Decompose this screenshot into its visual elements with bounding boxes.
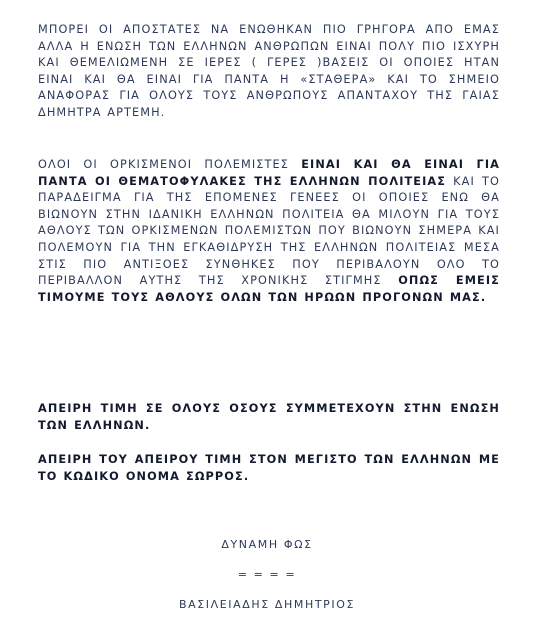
signature-divider: = = = =	[237, 568, 297, 581]
warriors-intro-text: ΟΛΟΙ ΟΙ ΟΡΚΙΣΜΕΝΟΙ ΠΟΛΕΜΙΣΤΕΣ	[38, 158, 290, 171]
paragraph-honor-greatest	[38, 452, 500, 485]
paragraph-warriors	[38, 157, 500, 306]
paragraph-apostates-text: ΜΠΟΡΕΙ ΟΙ ΑΠΟΣΤΑΤΕΣ ΝΑ ΕΝΩΘΗΚΑΝ ΠΙΟ ΓΡΗΓΟΡΑ ΑΠΟ ΕΜΑΣ ΑΛΛΑ Η ΕΝΩΣΗ ΤΩΝ ΕΛΛΗΝΩΝ ΑΝΘΡΩΠΩΝ ΕΙΝΑΙ ΠΟΛΥ ΠΙΟ ΙΣΧΥΡΗ ΚΑΙ ΘΕΜΕΛΙΩΜΕΝΗ ΣΕ ΙΕΡΕΣ ( ΓΕΡΕΣ )ΒΑΣΕΙΣ ΟΙ ΟΠΟΙΕΣ ΗΤΑΝ ΕΙΝΑΙ ΚΑΙ ΘΑ ΕΙΝΑΙ ΓΙΑ ΠΑΝΤΑ Η «ΣΤΑΘΕΡΑ» ΚΑΙ ΤΟ ΣΗΜΕΙΟ ΑΝΑΦΟΡΑΣ ΓΙΑ ΟΛΟΥΣ ΤΟΥΣ ΑΝΘΡΩΠΟΥΣ ΑΠΑΝΤΑΧΟΥ ΤΗΣ ΓΑΙΑΣ ΔΗΜΗΤΡΑ ΑΡΤΕΜΗ.	[38, 23, 500, 119]
warriors-ancestors-text: ΟΠΩΣ ΕΜΕΙΣ ΤΙΜΟΥΜΕ ΤΟΥΣ ΑΘΛΟΥΣ ΟΛΩΝ ΤΩΝ ΗΡΩΩΝ ΠΡΟΓΟΝΩΝ ΜΑΣ.	[38, 274, 500, 304]
paragraph-honor-greatest-text: ΑΠΕΙΡΗ ΤΟΥ ΑΠΕΙΡΟΥ ΤΙΜΗ ΣΤΟΝ ΜΕΓΙΣΤΟ ΤΩΝ ΕΛΛΗΝΩΝ ΜΕ ΤΟ ΚΩΔΙΚΟ ΟΝΟΜΑ ΣΩΡΡΟΣ.	[38, 453, 500, 483]
paragraph-apostates	[38, 22, 500, 122]
warriors-guardians-text: ΕΙΝΑΙ ΚΑΙ ΘΑ ΕΙΝΑΙ ΓΙΑ ΠΑΝΤΑ ΟΙ ΘΕΜΑΤΟΦΥΛΑΚΕΣ ΤΗΣ ΕΛΛΗΝΩΝ ΠΟΛΙΤΕΙΑΣ	[38, 158, 500, 188]
warriors-generations-text: ΚΑΙ ΤΟ ΠΑΡΑΔΕΙΓΜΑ ΓΙΑ ΤΗΣ ΕΠΟΜΕΝΕΣ ΓΕΝΕΕΣ ΟΙ ΟΠΟΙΕΣ ΕΝΩ ΘΑ ΒΙΩΝΟΥΝ ΣΤΗΝ ΙΔΑΝΙΚΗ ΕΛΛΗΝΩΝ ΠΟΛΙΤΕΙΑ ΘΑ ΜΙΛΟΥΝ ΓΙΑ ΤΟΥΣ ΑΘΛΟΥΣ ΤΩΝ ΟΡΚΙΣΜΕΝΩΝ ΠΟΛΕΜΙΣΤΩΝ ΠΟΥ ΒΙΩΝΟΥΝ ΣΗΜΕΡΑ ΚΑΙ ΠΟΛΕΜΟΥΝ ΓΙΑ ΤΗΝ ΕΓΚΑΘΙΔΡΥΣΗ ΤΗΣ ΕΛΛΗΝΩΝ ΠΟΛΙΤΕΙΑΣ ΜΕΣΑ ΣΤΙΣ ΠΙΟ ΑΝΤΙΞΟΕΣ ΣΥΝΘΗΚΕΣ ΠΟΥ ΠΕΡΙΒΑΛΟΥΝ ΟΛΟ ΤΟ ΠΕΡΙΒΑΛΛΟΝ ΑΥΤΗΣ ΤΗΣ ΧΡΟΝΙΚΗΣ ΣΤΙΓΜΗΣ	[38, 174, 501, 288]
paragraph-honor-all-text: ΑΠΕΙΡΗ ΤΙΜΗ ΣΕ ΟΛΟΥΣ ΟΣΟΥΣ ΣΥΜΜΕΤΕΧΟΥΝ ΣΤΗΝ ΕΝΩΣΗ ΤΩΝ ΕΛΛΗΝΩΝ.	[38, 402, 500, 432]
paragraph-honor-all	[38, 401, 500, 434]
signature-name: ΒΑΣΙΛΕΙΑΔΗΣ ΔΗΜΗΤΡΙΟΣ	[178, 598, 356, 611]
signature-motto: ΔΥΝΑΜΗ ΦΩΣ	[221, 538, 313, 551]
